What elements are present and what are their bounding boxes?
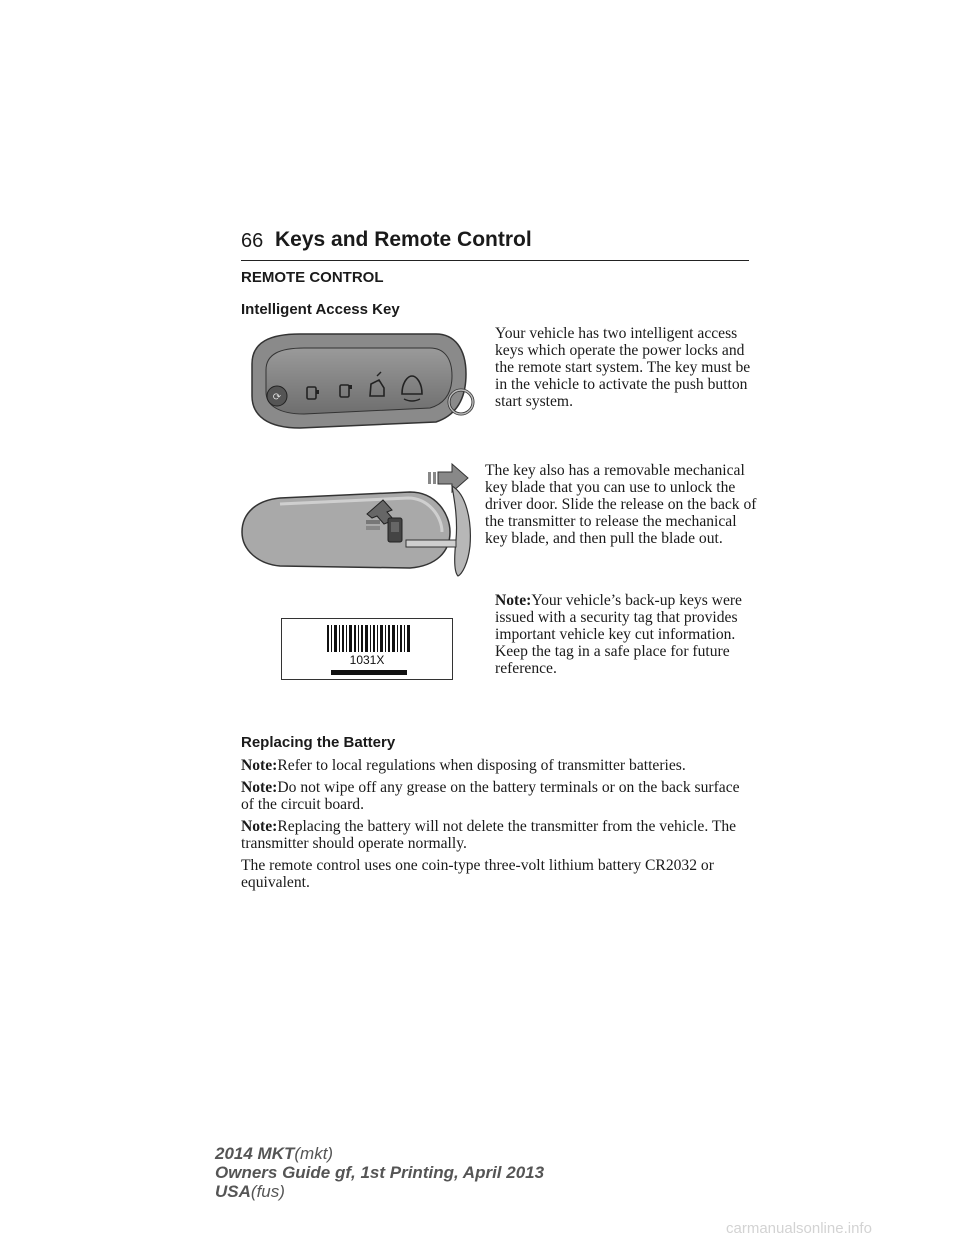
battery-heading: Replacing the Battery: [241, 734, 396, 751]
key-blade-figure: [240, 458, 480, 578]
intelligent-key-heading: Intelligent Access Key: [241, 301, 400, 318]
note-text: Your vehicle’s back-up keys were issued with a security tag that provides important vehicle key cut information. Keep the tag in a safe place for future reference.: [495, 592, 742, 677]
key-blade-paragraph: The key also has a removable mechanical key blade that you can use to unlock the driver door. Slide the release on the back of the transmitter to release the mechanical key blade, and then pull the blade out.: [485, 462, 757, 547]
print-footer: [215, 1144, 544, 1201]
footer-market-code: (fus): [250, 1182, 285, 1201]
note-label: Note:: [241, 779, 278, 796]
footer-model: 2014 MKT: [215, 1144, 295, 1163]
page-header: [241, 228, 749, 261]
arrow-right-icon: [428, 464, 468, 492]
footer-edition: Owners Guide gf, 1st Printing, April 2013: [215, 1163, 545, 1182]
section-title: REMOTE CONTROL: [241, 269, 384, 286]
note-label: Note:: [241, 757, 278, 774]
key-fob-figure: [240, 324, 480, 436]
battery-type-paragraph: The remote control uses one coin-type three-volt lithium battery CR2032 or equivalent.: [241, 857, 714, 891]
note-text: Do not wipe off any grease on the battery terminals or on the back surface of the circuit board.: [241, 779, 740, 813]
battery-note-1: [241, 757, 756, 774]
chapter-title: Keys and Remote Control: [275, 228, 532, 251]
watermark: carmanualsonline.info: [726, 1220, 872, 1237]
security-tag-note: [495, 592, 755, 677]
page-number: 66: [241, 230, 264, 252]
battery-note-2: [241, 779, 756, 813]
note-text: Refer to local regulations when disposing of transmitter batteries.: [277, 757, 686, 774]
footer-market: USA: [215, 1182, 251, 1201]
barcode-number: 1031X: [349, 653, 385, 667]
intelligent-key-paragraph: Your vehicle has two intelligent access keys which operate the power locks and the remote start system. The key must be in the vehicle to activate the push button start system.: [495, 325, 751, 410]
note-text: Replacing the battery will not delete the transmitter from the vehicle. The transmitter should operate normally.: [241, 818, 737, 852]
svg-text:⟳: ⟳: [272, 392, 282, 403]
note-label: Note:: [495, 592, 532, 609]
footer-model-code: (mkt): [294, 1144, 334, 1163]
battery-note-3: [241, 818, 756, 852]
note-label: Note:: [241, 818, 278, 835]
security-tag-figure: [281, 618, 453, 680]
